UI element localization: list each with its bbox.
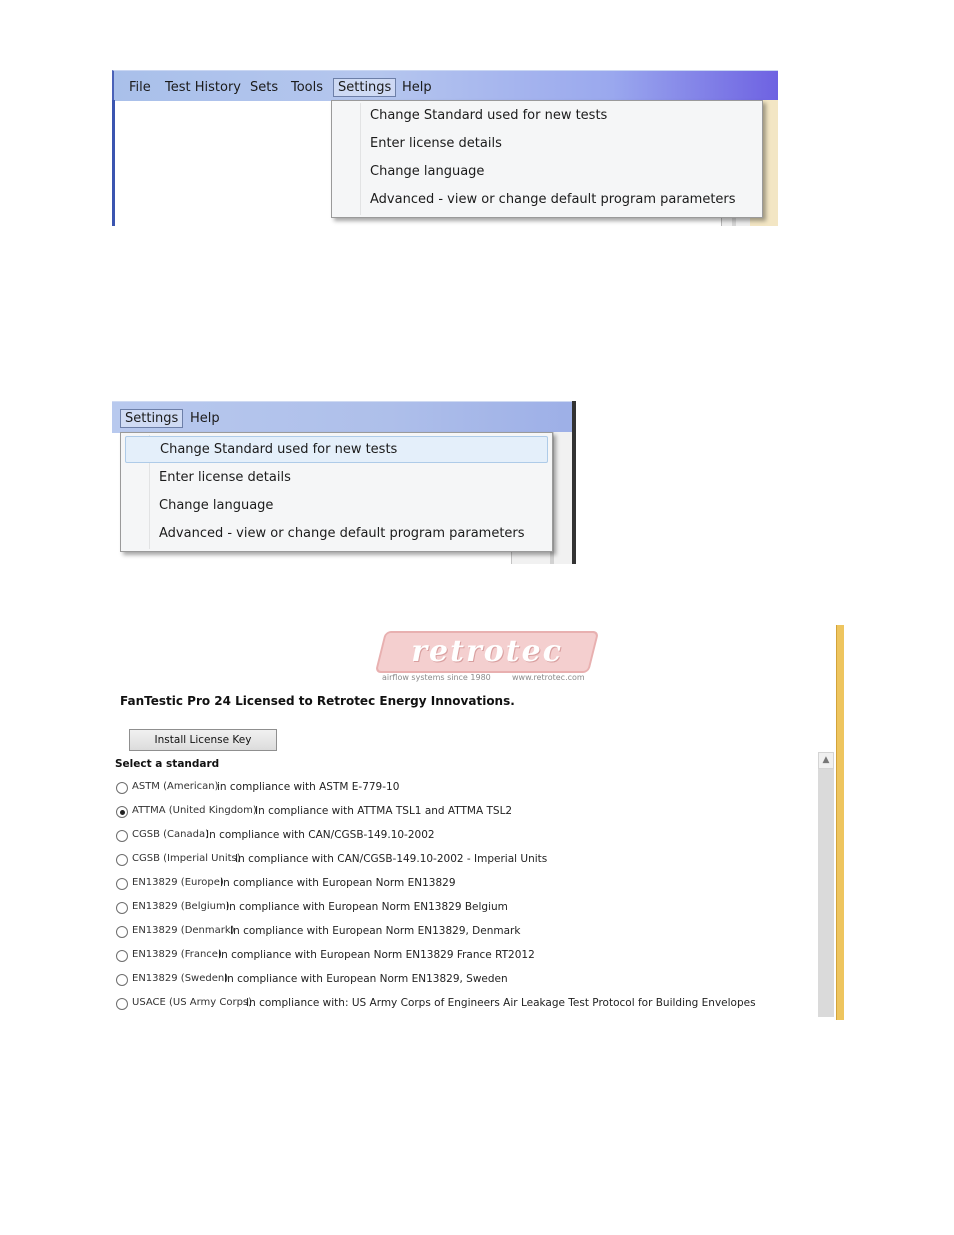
radio-selected-icon[interactable]	[116, 806, 128, 818]
standard-description: In compliance with European Norm EN13829 Belgium	[226, 901, 508, 913]
standard-name: CGSB (Canada)	[132, 829, 209, 840]
radio-icon[interactable]	[116, 830, 128, 842]
window-border	[572, 401, 576, 564]
logo-tagline: airflow systems since 1980	[382, 673, 491, 682]
vertical-scrollbar[interactable]	[818, 752, 834, 1017]
screenshot-settings-menu-full	[112, 70, 778, 226]
standard-name: EN13829 (Denmark)	[132, 925, 235, 936]
standard-description: In compliance with ATTMA TSL1 and ATTMA TSL2	[255, 805, 513, 817]
menu-settings[interactable]: Settings	[333, 78, 396, 97]
menu-gutter	[360, 103, 361, 215]
standard-name: EN13829 (France)	[132, 949, 222, 960]
standard-description: In compliance with European Norm EN13829 France RT2012	[218, 949, 535, 961]
logo-text: retrotec	[411, 634, 564, 669]
menu-item-change-language[interactable]: Change language	[159, 498, 274, 513]
standard-name: CGSB (Imperial Units)	[132, 853, 241, 864]
settings-dropdown	[120, 432, 553, 552]
license-standard-panel	[112, 625, 844, 1020]
window-border	[112, 100, 115, 226]
standard-name: ASTM (American)	[132, 781, 219, 792]
standard-description: in compliance with ASTM E-779-10	[217, 781, 400, 793]
standard-name: EN13829 (Belgium)	[132, 901, 230, 912]
radio-icon[interactable]	[116, 950, 128, 962]
standard-name: EN13829 (Sweden)	[132, 973, 229, 984]
standard-description: In compliance with European Norm EN13829, Denmark	[230, 925, 521, 937]
radio-icon[interactable]	[116, 854, 128, 866]
logo-url: www.retrotec.com	[512, 673, 585, 682]
standard-description: In compliance with European Norm EN13829	[220, 877, 456, 889]
menu-sets[interactable]: Sets	[250, 80, 279, 95]
standard-description: In compliance with: US Army Corps of Engineers Air Leakage Test Protocol for Building Envelopes	[246, 997, 756, 1009]
window-edge	[836, 625, 844, 1020]
menu-help[interactable]: Help	[402, 80, 432, 95]
menu-test-history[interactable]: Test History	[165, 80, 241, 95]
standard-description: In compliance with CAN/CGSB-149.10-2002 - Imperial Units	[235, 853, 548, 865]
settings-dropdown	[331, 100, 763, 218]
menu-settings[interactable]: Settings	[120, 409, 183, 428]
radio-icon[interactable]	[116, 902, 128, 914]
standard-description: In compliance with European Norm EN13829, Sweden	[224, 973, 508, 985]
radio-icon[interactable]	[116, 782, 128, 794]
menu-item-enter-license[interactable]: Enter license details	[370, 136, 502, 151]
screenshot-settings-menu-highlight	[112, 401, 576, 564]
radio-icon[interactable]	[116, 926, 128, 938]
install-license-key-button[interactable]: Install License Key	[129, 729, 277, 751]
menu-item-advanced[interactable]: Advanced - view or change default program parameters	[370, 192, 736, 207]
edge-line	[836, 625, 837, 1020]
menu-item-change-standard[interactable]: Change Standard used for new tests	[125, 436, 548, 463]
radio-icon[interactable]	[116, 998, 128, 1010]
radio-icon[interactable]	[116, 974, 128, 986]
standard-name: ATTMA (United Kingdom)	[132, 805, 257, 816]
select-standard-label: Select a standard	[115, 758, 220, 770]
menu-help[interactable]: Help	[190, 411, 220, 426]
menu-item-advanced[interactable]: Advanced - view or change default program parameters	[159, 526, 525, 541]
standard-description: In compliance with CAN/CGSB-149.10-2002	[206, 829, 435, 841]
license-status-text: FanTestic Pro 24 Licensed to Retrotec Energy Innovations.	[120, 694, 515, 708]
menu-bar	[112, 401, 576, 433]
scroll-up-icon[interactable]: ▲	[818, 752, 834, 769]
menu-item-change-standard[interactable]: Change Standard used for new tests	[370, 108, 608, 123]
retrotec-logo	[350, 625, 608, 685]
radio-icon[interactable]	[116, 878, 128, 890]
menu-bar	[112, 70, 778, 101]
standard-name: USACE (US Army Corps)	[132, 997, 253, 1008]
logo-badge	[375, 631, 599, 673]
menu-item-change-language[interactable]: Change language	[370, 164, 485, 179]
menu-item-enter-license[interactable]: Enter license details	[159, 470, 291, 485]
menu-tools[interactable]: Tools	[291, 80, 324, 95]
menu-file[interactable]: File	[129, 80, 151, 95]
standard-name: EN13829 (Europe)	[132, 877, 224, 888]
